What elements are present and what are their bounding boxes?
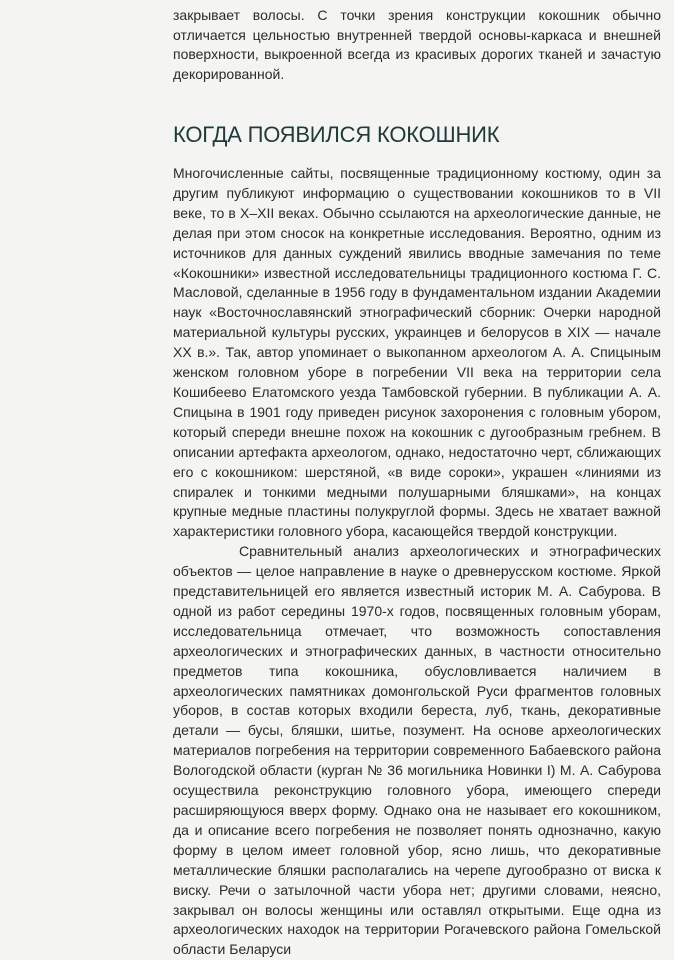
intro-paragraph: закрывает волосы. С точки зрения конструкции кокошник обычно отличается цельностью внутренней твердой основы-каркаса и внешней поверхности, выкроенной всегда из красивых дорогих тканей и зачастую декорированной. (173, 7, 661, 82)
section-heading: КОГДА ПОЯВИЛСЯ КОКОШНИК (173, 122, 500, 147)
text-column (173, 6, 661, 958)
body-paragraph-1: Многочисленные сайты, посвященные традиционному костюму, один за другим публикуют информацию о существовании кокошников то в VII веке, то в X–XII веках. Обычно ссылаются на археологические данные, не делая при этом сносок на конкретные исследования. Вероятно, одним из источников для данных суждений явились вводные замечания по теме «Кокошники» известной исследовательницы традиционного костюма Г. С. Масловой, сделанные в 1956 году в фундаментальном издании Академии наук «Восточнославянский этнографический сборник: Очерки народной материальной культуры русских, украинцев и белорусов в XIX — начале XX в.». Так, автор упоминает о выкопанном археологом А. А. Спицыным женском головном уборе в погребении VII века на территории села Кошибеево Елатомского уезда Тамбовской губернии. В публикации А. А. Спицына в 1901 году приведен рисунок захоронения с головным убором, который спереди внешне похож на кокошник с дугообразным гребнем. В описании артефакта археологом, однако, недостаточно черт, сближающих его с кокошником: шерстяной, «в виде сороки», украшен «линиями из спиралек и тонкими медными полушарными бляшками», на концах крупные медные пластины полукруглой формы. Здесь не хватает важной характеристики головного убора, касающейся твердой конструкции. (173, 165, 661, 540)
section-body (173, 164, 661, 960)
body-paragraph-2: Сравнительный анализ археологических и этнографических объектов — целое направление в науке о древнерусском костюме. Яркой представительницей его является известный историк М. А. Сабурова. В одной из работ середины 1970-х годов, посвященных головным уборам, исследовательница отмечает, что возможность сопоставления археологических и этнографических данных, в частности относительно предметов типа кокошника, обусловливается наличием в археологических памятниках домонгольской Руси фрагментов головных уборов, в состав которых входили береста, луб, ткань, декоративные детали — бусы, бляшки, шитье, позумент. На основе археологических материалов погребения на территории современного Бабаевского района Вологодской области (курган № 36 могильника Новинки I) М. А. Сабурова осуществила реконструкцию головного убора, имеющего спереди расширяющуюся вверх форму. Однако она не называет его кокошником, да и описание всего погребения не позволяет понять однозначно, какую форму в целом имеет головной убор, ясно лишь, что декоративные металлические бляшки располагались на черепе дугообразно от виска к виску. Речи о затылочной части убора нет; другими словами, неясно, закрывал он волосы женщины или оставлял открытыми. Еще одна из археологических находок на территории Рогачевского района Гомельской области Беларуси (173, 543, 661, 958)
